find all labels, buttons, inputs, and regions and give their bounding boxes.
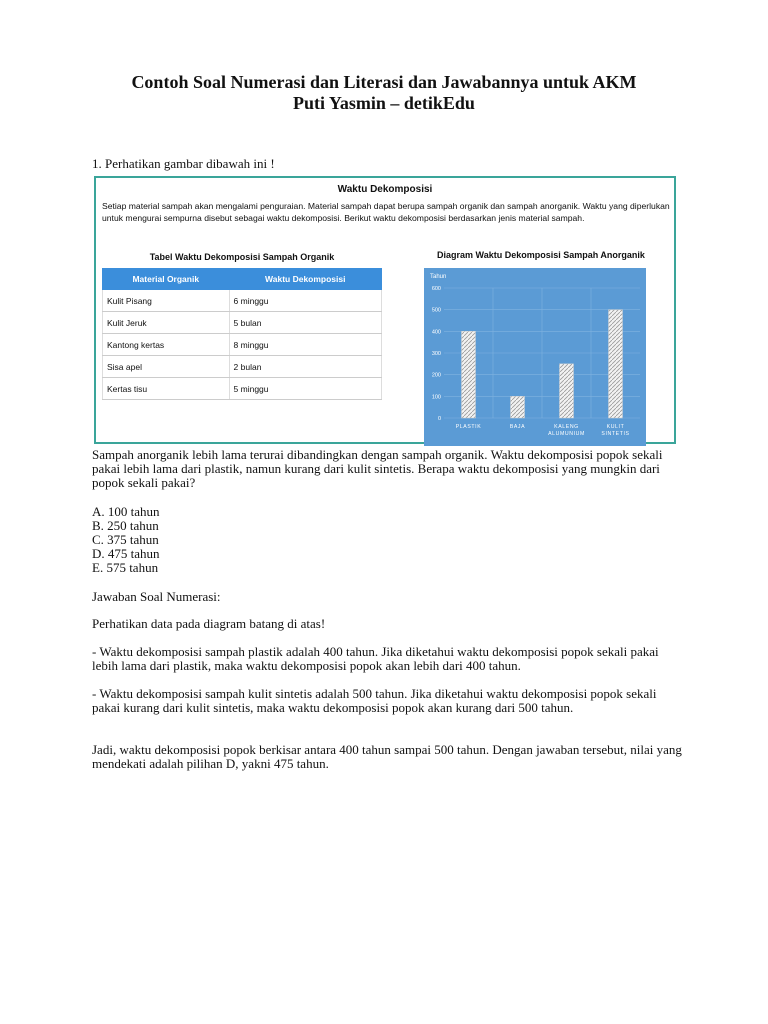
- y-tick-label: 0: [437, 416, 441, 422]
- option-a: A. 100 tahun: [92, 504, 160, 519]
- y-tick-label: 600: [431, 286, 441, 292]
- table-cell: 8 minggu: [229, 334, 381, 356]
- y-tick-label: 400: [431, 329, 441, 336]
- answer-paragraph-3: - Waktu dekomposisi sampah kulit sintetis adalah 500 tahun. Jika diketahui waktu dekomposisi popok sekali pakai kurang dari kulit sintetis, maka waktu dekomposisi popok akan kurang dari 500 tahun.: [92, 686, 657, 715]
- inorganic-bar-chart: [424, 268, 646, 446]
- y-tick-label: 100: [431, 394, 441, 401]
- table-cell: Kulit Pisang: [103, 290, 230, 312]
- table-row: [103, 290, 382, 312]
- title-line-2: Puti Yasmin – detikEdu: [293, 93, 475, 113]
- title-line-1: Contoh Soal Numerasi dan Literasi dan Jawabannya untuk AKM: [131, 72, 637, 92]
- table-cell: 5 bulan: [229, 312, 381, 334]
- answer-options: [92, 505, 160, 575]
- y-tick-label: 200: [431, 372, 441, 379]
- x-tick-label: PLASTIK: [455, 424, 482, 430]
- y-axis-label: Tahun: [430, 274, 447, 280]
- bar: [462, 331, 476, 418]
- table-cell: 5 minggu: [229, 378, 381, 400]
- option-d: D. 475 tahun: [92, 546, 160, 561]
- option-e: E. 575 tahun: [92, 560, 159, 575]
- bar: [560, 364, 574, 418]
- decomposition-figure: [94, 176, 676, 444]
- table-header-material: Material Organik: [103, 269, 230, 290]
- y-tick-label: 300: [431, 351, 441, 357]
- x-tick-label: SINTETIS: [601, 431, 630, 437]
- answer-paragraph-1: Perhatikan data pada diagram batang di atas!: [92, 616, 326, 631]
- x-tick-label: ALUMUNIUM: [548, 431, 585, 437]
- option-c: C. 375 tahun: [92, 532, 159, 547]
- diagram-title: Diagram Waktu Dekomposisi Sampah Anorganik: [437, 250, 645, 260]
- chart-svg: [424, 268, 646, 446]
- answer-paragraph-4: Jadi, waktu dekomposisi popok berkisar antara 400 tahun sampai 500 tahun. Dengan jawaban tersebut, nilai yang mendekati adalah pilihan D, yakni 475 tahun.: [92, 742, 682, 771]
- option-b: B. 250 tahun: [92, 518, 159, 533]
- table-cell: Kulit Jeruk: [103, 312, 230, 334]
- answer-heading: Jawaban Soal Numerasi:: [92, 589, 221, 604]
- question-text: Sampah anorganik lebih lama terurai dibandingkan dengan sampah organik. Waktu dekomposisi popok sekali pakai lebih lama dari plastik, namun kurang dari kulit sintetis. Berapa waktu dekomposisi yang mungkin dari popok sekali pakai?: [92, 447, 663, 490]
- table-cell: Kantong kertas: [103, 334, 230, 356]
- bar: [609, 310, 623, 418]
- bar: [511, 396, 525, 418]
- organic-table: [102, 268, 382, 400]
- x-tick-label: KALENG: [554, 424, 579, 430]
- table-row: [103, 312, 382, 334]
- question-intro: 1. Perhatikan gambar dibawah ini !: [92, 156, 275, 171]
- table-row: [103, 356, 382, 378]
- x-tick-label: KULIT: [606, 424, 625, 430]
- table-cell: Sisa apel: [103, 356, 230, 378]
- organic-table-title: Tabel Waktu Dekomposisi Sampah Organik: [149, 252, 335, 262]
- document-title: [0, 72, 768, 114]
- table-row: [103, 334, 382, 356]
- x-tick-label: BAJA: [509, 424, 526, 430]
- figure-description: Setiap material sampah akan mengalami penguraian. Material sampah dapat berupa sampah organik dan sampah anorganik. Waktu yang diperlukan untuk mengurai sempurna disebut sebagai waktu dekomposisi. Berikut waktu dekomposisi berdasarkan jenis material sampah.: [102, 201, 670, 223]
- figure-title: Waktu Dekomposisi: [337, 184, 433, 195]
- table-cell: 6 minggu: [229, 290, 381, 312]
- table-cell: Kertas tisu: [103, 378, 230, 400]
- answer-paragraph-2: - Waktu dekomposisi sampah plastik adalah 400 tahun. Jika diketahui waktu dekomposisi popok sekali pakai lebih lama dari plastik, maka waktu dekomposisi popok akan lebih dari 400 tahun.: [92, 644, 659, 673]
- table-cell: 2 bulan: [229, 356, 381, 378]
- y-tick-label: 500: [431, 307, 441, 314]
- table-row: [103, 378, 382, 400]
- table-header-time: Waktu Dekomposisi: [229, 269, 381, 290]
